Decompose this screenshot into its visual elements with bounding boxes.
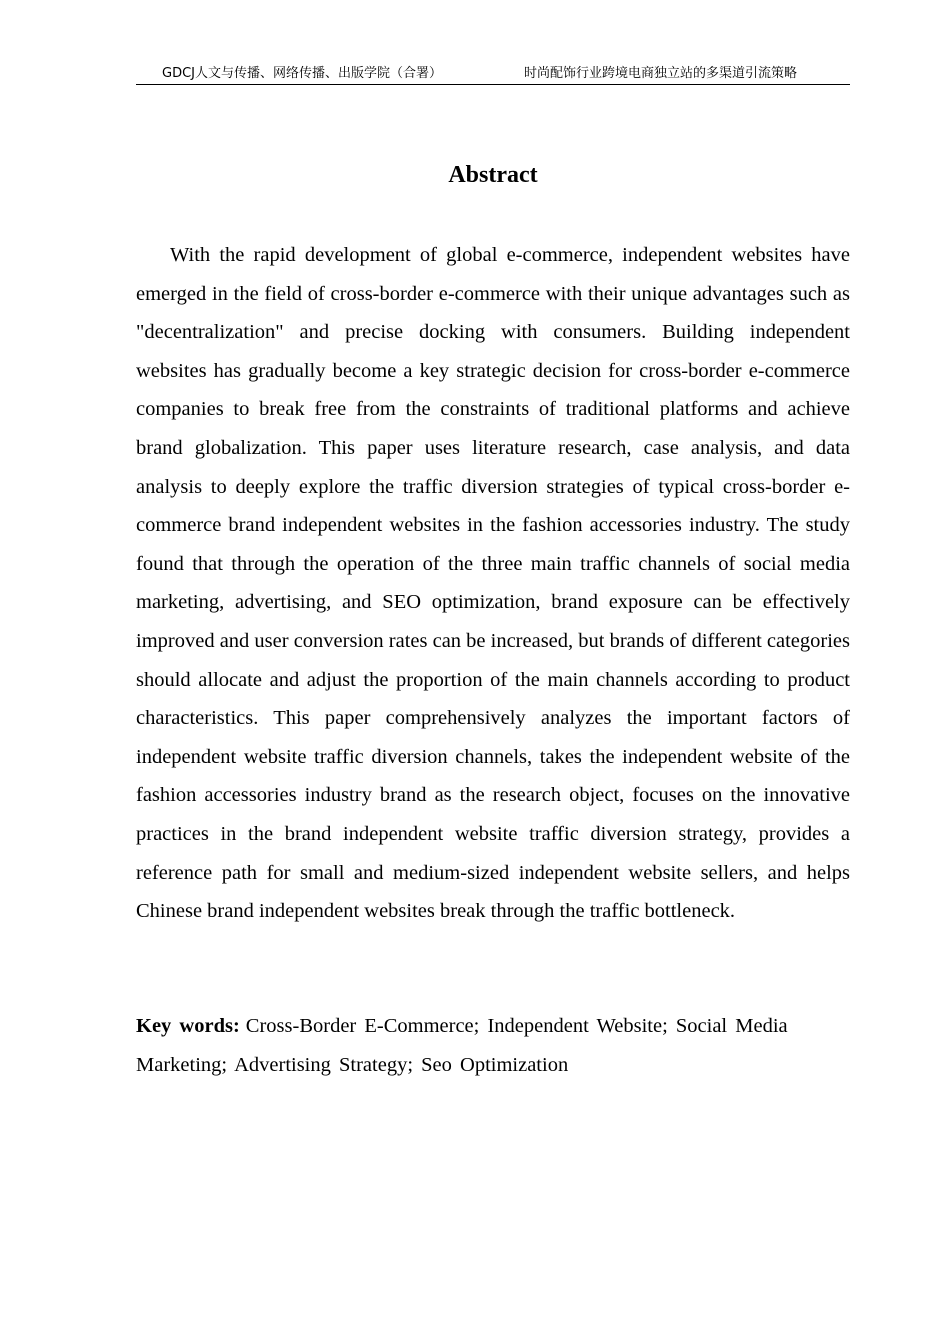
keywords-label: Key words: — [136, 1015, 240, 1037]
header-thesis-title: 时尚配饰行业跨境电商独立站的多渠道引流策略 — [524, 66, 798, 81]
keywords-line — [136, 1007, 796, 1084]
page-title: Abstract — [448, 162, 538, 188]
keywords-list: Cross-Border E-Commerce; Independent Website; Social Media Marketing; Advertising Strategy; Seo Optimization — [136, 1015, 788, 1076]
running-header — [136, 64, 850, 85]
abstract-paragraph: With the rapid development of global e-commerce, independent websites have emerged in the field of cross-border e-commerce with their unique advantages such as "decentralization" and precise docking with consumers. Building independent websites has gradually become a key strategic decision for cross-border e-commerce companies to break free from the constraints of traditional platforms and achieve brand globalization. This paper uses literature research, case analysis, and data analysis to deeply explore the traffic diversion strategies of typical cross-border e-commerce brand independent websites in the fashion accessories industry. The study found that through the operation of the three main traffic channels of social media marketing, advertising, and SEO optimization, brand exposure can be effectively improved and user conversion rates can be increased, but brands of different categories should allocate and adjust the proportion of the main channels according to product characteristics. This paper comprehensively analyzes the important factors of independent website traffic diversion channels, takes the independent website of the fashion accessories industry brand as the research object, focuses on the innovative practices in the brand independent website traffic diversion strategy, provides a reference path for small and medium-sized independent website sellers, and helps Chinese brand independent websites break through the traffic bottleneck. — [136, 244, 850, 923]
header-college-name: GDCJ人文与传播、网络传播、出版学院（合署） — [162, 66, 442, 81]
